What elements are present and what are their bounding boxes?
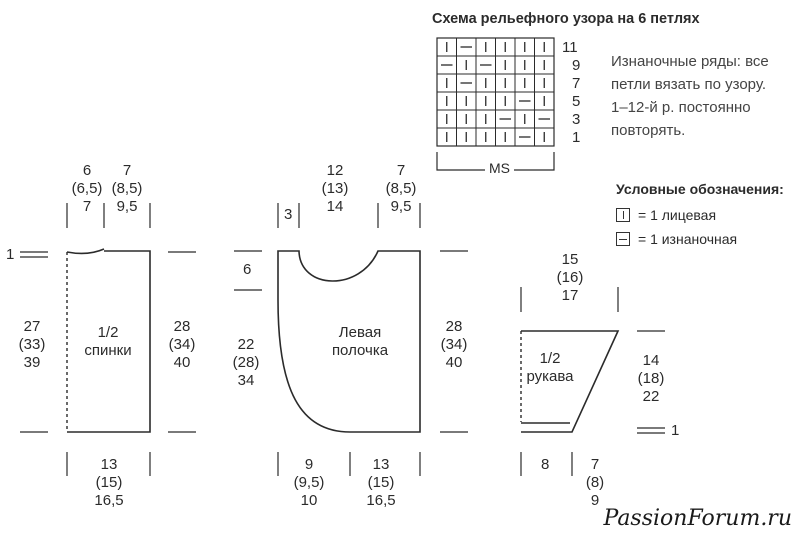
dim-value: 40 [173,354,191,371]
dim-value: 13 [372,456,390,473]
dim-value: 28 [173,318,191,335]
front-top-small-dim: 3 [284,206,293,223]
row-number: 9 [572,57,581,74]
front-right-dim [434,318,474,372]
dim-value: 40 [445,354,463,371]
scheme-title: Схема рельефного узора на 6 петлях [432,11,700,27]
front-label-line: Левая [338,324,382,341]
dim-value: 22 [237,336,255,353]
dim-value: 9,5 [116,198,138,215]
legend-knit [616,207,716,223]
dim-value: (13) [321,180,349,197]
knit-symbol-icon [616,208,630,222]
back-label-line: спинки [84,342,132,359]
dim-value: 17 [561,287,579,304]
dim-value: 15 [561,251,579,268]
row-number: 1 [572,129,581,146]
dim-value: (33) [18,336,46,353]
dim-value: 22 [642,388,660,405]
row-number: 5 [572,93,581,110]
back-bottom-dim [84,456,134,510]
back-top-right-dim [102,162,152,216]
front-top-right-dim [376,162,426,216]
dim-value: 7 [396,162,406,179]
back-label [78,324,138,360]
sleeve-bottom-left-dim: 8 [541,456,550,473]
row-number: 7 [572,75,581,92]
dim-value: 7 [122,162,132,179]
dim-value: 14 [326,198,344,215]
dim-value: 28 [445,318,463,335]
dim-value: (28) [232,354,260,371]
dim-value: 16,5 [94,492,124,509]
dim-value: 9 [590,492,600,509]
dim-value: 7 [590,456,600,473]
dim-value: 6 [82,162,92,179]
back-label-line: 1/2 [97,324,119,341]
dim-value: 9,5 [390,198,412,215]
dim-value: 34 [237,372,255,389]
dim-value: 12 [326,162,344,179]
front-bottom-right-dim [356,456,406,510]
dim-value: 10 [300,492,318,509]
dim-value: (8) [585,474,605,491]
legend-knit-label: = 1 лицевая [638,207,717,223]
watermark-text: PassionForum.ru [603,506,792,531]
legend-purl [616,231,737,247]
front-label-line: полочка [331,342,389,359]
dim-value: 39 [23,354,41,371]
sleeve-label [520,350,580,386]
front-bottom-left-dim [284,456,334,510]
legend-title: Условные обозначения: [616,181,784,197]
note-line: 1–12-й р. постоянно [611,99,751,116]
dim-value: (34) [168,336,196,353]
dim-value: 9 [304,456,314,473]
dim-value: (16) [556,269,584,286]
purl-symbol-icon [616,232,630,246]
front-top-center-dim [310,162,360,216]
legend-purl-label: = 1 изнаночная [638,231,738,247]
dim-value: 14 [642,352,660,369]
note-line: Изнаночные ряды: все [611,53,769,70]
note-line: петли вязать по узору. [611,76,766,93]
dim-value: (8,5) [385,180,417,197]
back-left-dim [12,318,52,372]
dim-value: (15) [95,474,123,491]
ms-label: MS [485,160,514,177]
dim-value: (8,5) [111,180,143,197]
back-edge-mark: 1 [6,246,15,263]
note-line: повторять. [611,122,686,139]
front-left-dim [226,336,266,390]
row-number: 3 [572,111,581,128]
sleeve-label-line: 1/2 [539,350,561,367]
sleeve-top-dim [545,251,595,305]
sleeve-right-dim [631,352,671,406]
dim-value: (15) [367,474,395,491]
relief-pattern-chart [437,38,554,146]
dim-value: (9,5) [293,474,325,491]
sleeve-edge-mark: 1 [671,422,680,439]
dim-value: 16,5 [366,492,396,509]
dim-value: (6,5) [71,180,103,197]
dim-value: (34) [440,336,468,353]
dim-value: 13 [100,456,118,473]
dim-value: (18) [637,370,665,387]
front-label [320,324,400,360]
row-number: 11 [562,39,578,56]
dim-value: 7 [82,198,92,215]
back-right-dim [162,318,202,372]
dim-value: 27 [23,318,41,335]
sleeve-label-line: рукава [526,368,574,385]
scheme-note [611,50,769,142]
front-neck-depth-dim: 6 [243,261,252,278]
